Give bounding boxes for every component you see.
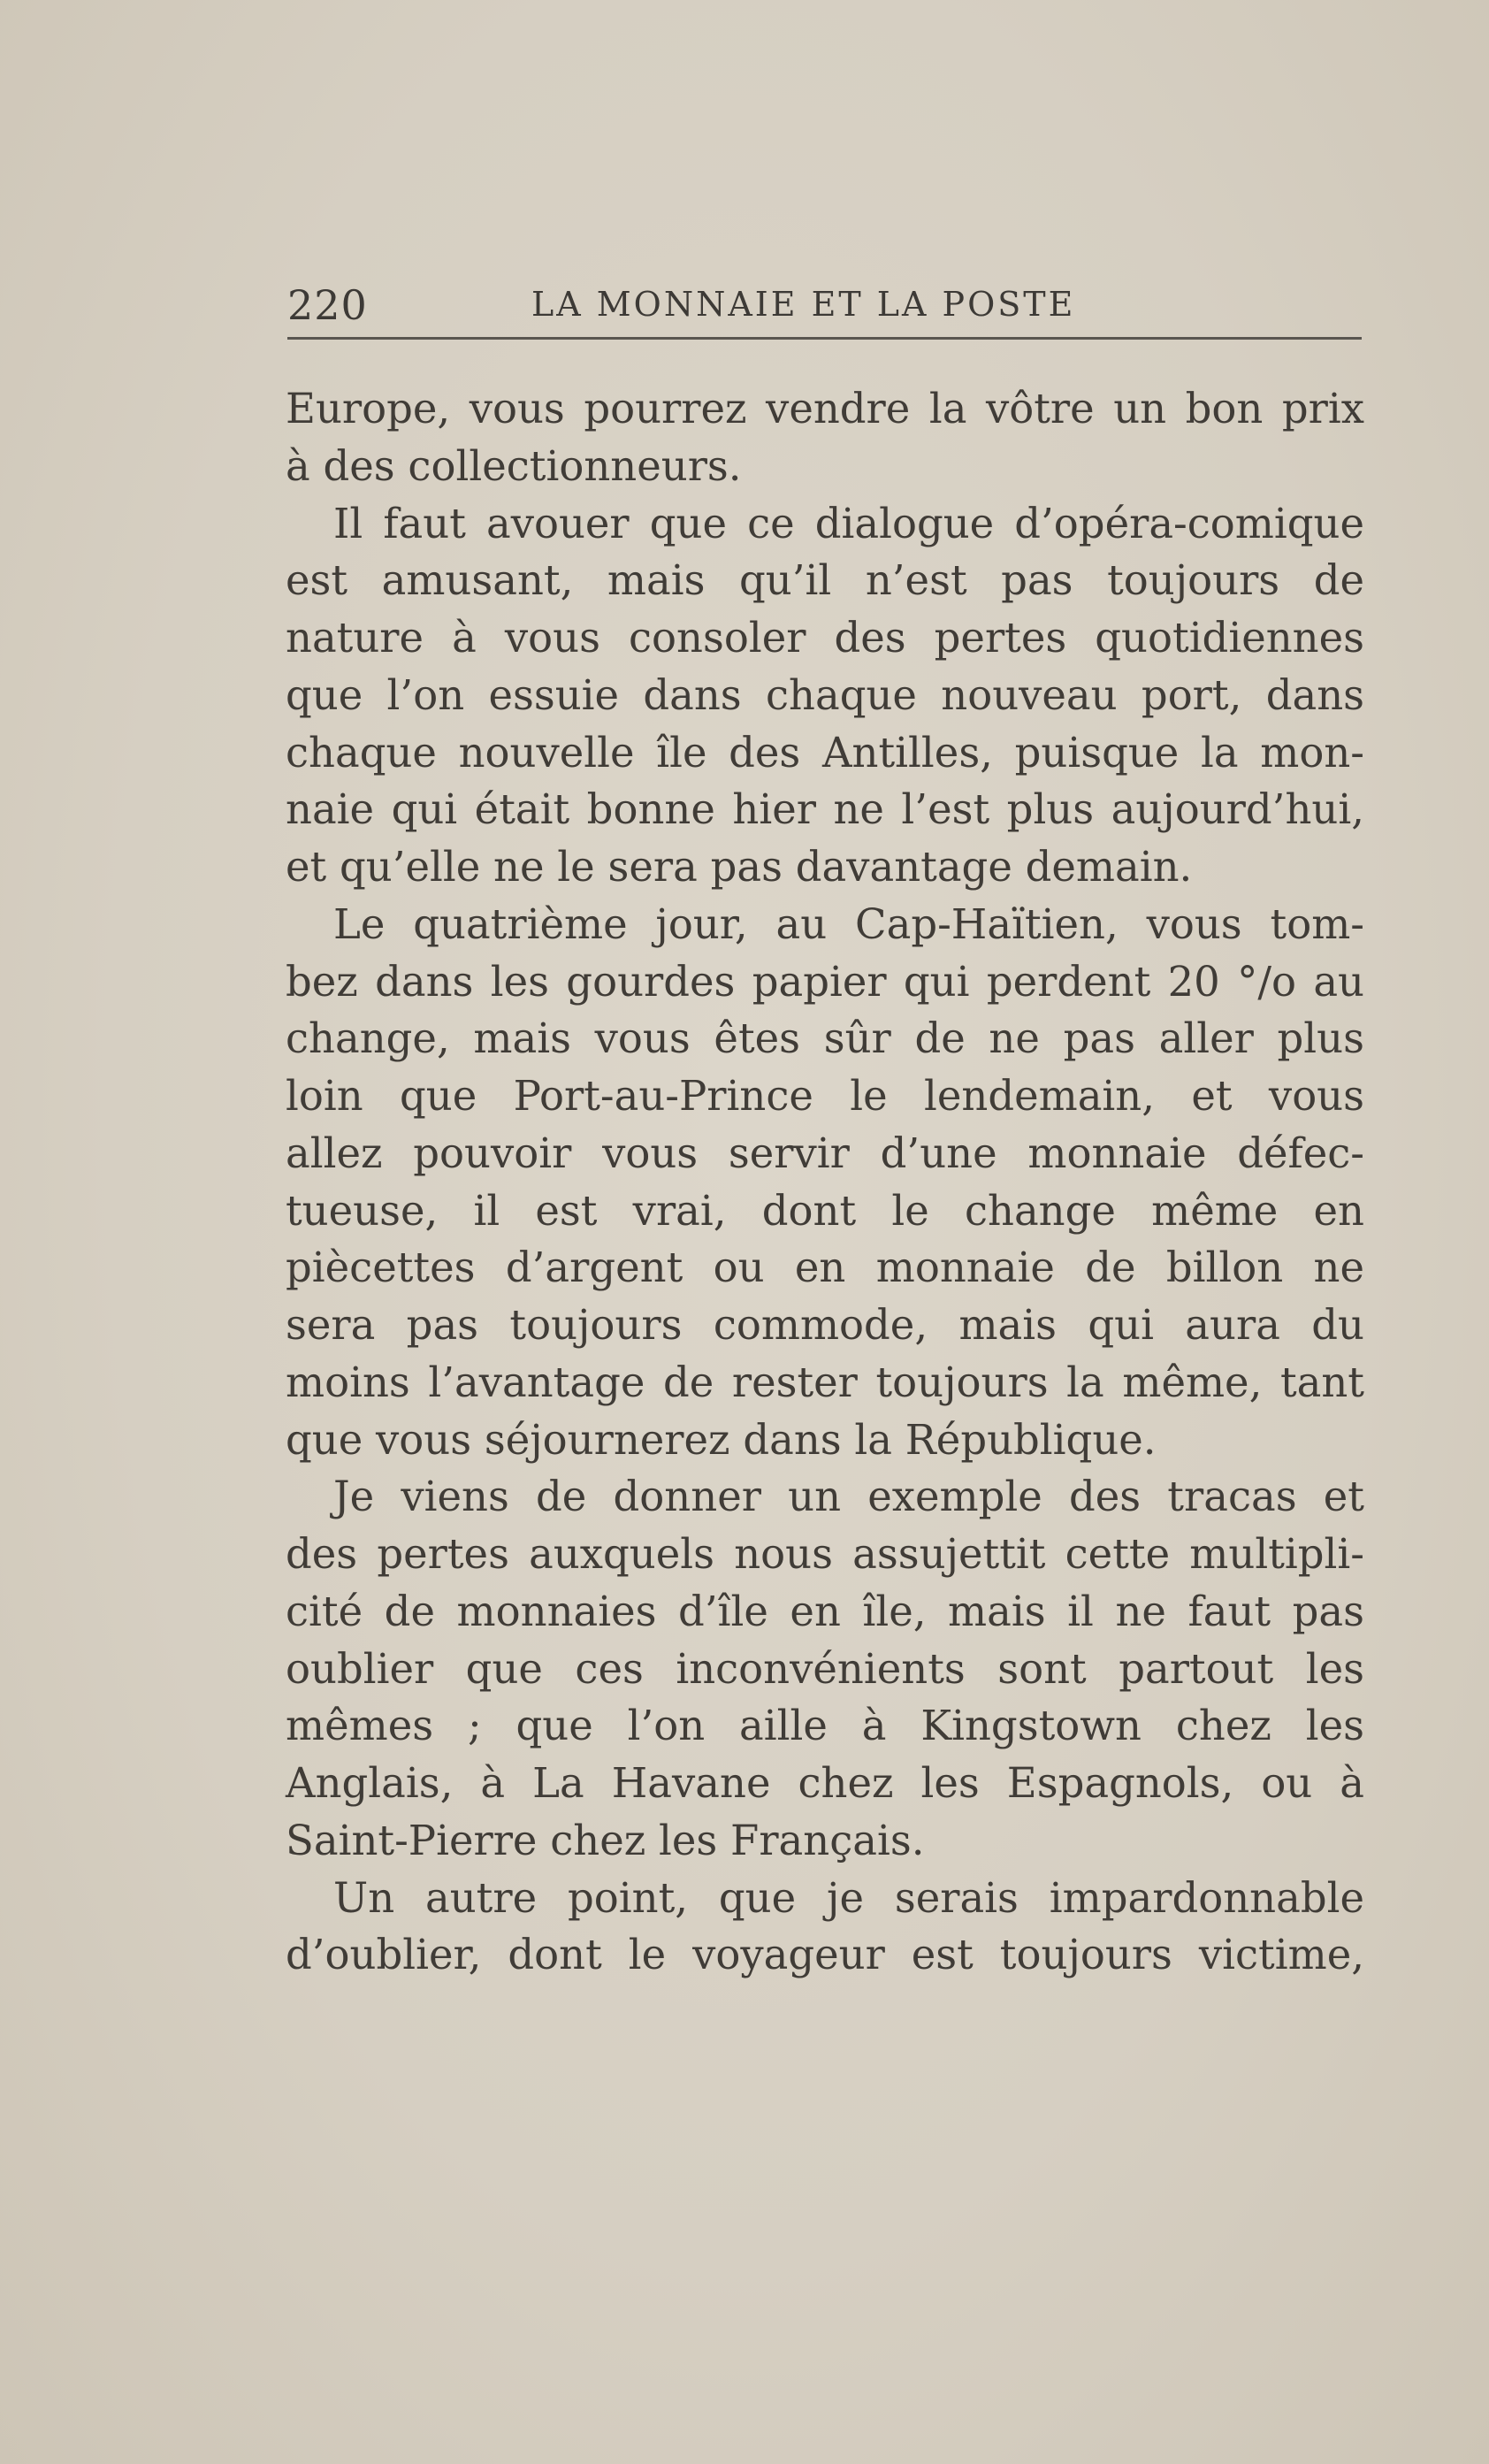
text-line: Un autre point, que je serais impardonnable [333, 1873, 1364, 1922]
text-line: sera pas toujours commode, mais qui aura du [286, 1301, 1364, 1349]
text-line: à des collectionneurs. [286, 441, 742, 490]
text-line: tueuse, il est vrai, dont le change même en [286, 1186, 1364, 1235]
text-line: chaque nouvelle île des Antilles, puisque la mon- [286, 728, 1364, 777]
text-line: est amusant, mais qu’il n’est pas toujours de [286, 556, 1364, 605]
text-line: des pertes auxquels nous assujettit cette multipli- [286, 1530, 1364, 1578]
body-text [286, 380, 1364, 1984]
text-line: allez pouvoir vous servir d’une monnaie défec- [286, 1129, 1364, 1177]
text-line: naie qui était bonne hier ne l’est plus aujourd’hui, [286, 785, 1364, 834]
text-line: oublier que ces inconvénients sont partout les [286, 1644, 1364, 1693]
page-header [287, 281, 1366, 334]
text-line: change, mais vous êtes sûr de ne pas aller plus [286, 1014, 1364, 1063]
text-line: piècettes d’argent ou en monnaie de billon ne [286, 1243, 1364, 1292]
text-line: nature à vous consoler des pertes quotidiennes [286, 614, 1364, 662]
text-line: mêmes ; que l’on aille à Kingstown chez les [286, 1702, 1364, 1750]
page-number: 220 [287, 281, 368, 329]
text-line: bez dans les gourdes papier qui perdent 20 °/o au [286, 957, 1364, 1006]
text-line: moins l’avantage de rester toujours la même, tant [286, 1358, 1364, 1406]
text-line: Il faut avouer que ce dialogue d’opéra-comique [333, 499, 1364, 547]
text-line: Europe, vous pourrez vendre la vôtre un bon prix [286, 385, 1364, 432]
text-line: que vous séjournerez dans la République. [286, 1415, 1157, 1464]
text-line: que l’on essuie dans chaque nouveau port, dans [286, 670, 1364, 719]
running-title: LA MONNAIE ET LA POSTE [531, 285, 1076, 324]
text-line: Je viens de donner un exemple des tracas et [333, 1473, 1364, 1521]
text-line: Anglais, à La Havane chez les Espagnols, ou à [286, 1759, 1364, 1807]
header-rule [287, 337, 1362, 340]
text-line: cité de monnaies d’île en île, mais il ne faut pas [286, 1587, 1364, 1635]
text-line: d’oublier, dont le voyageur est toujours victime, [286, 1931, 1364, 1979]
text-line: Saint-Pierre chez les Français. [286, 1816, 925, 1864]
text-line: et qu’elle ne le sera pas davantage demain. [286, 843, 1193, 891]
text-line: Le quatrième jour, au Cap-Haïtien, vous tom- [333, 899, 1364, 948]
text-line: loin que Port-au-Prince le lendemain, et vous [286, 1072, 1364, 1120]
